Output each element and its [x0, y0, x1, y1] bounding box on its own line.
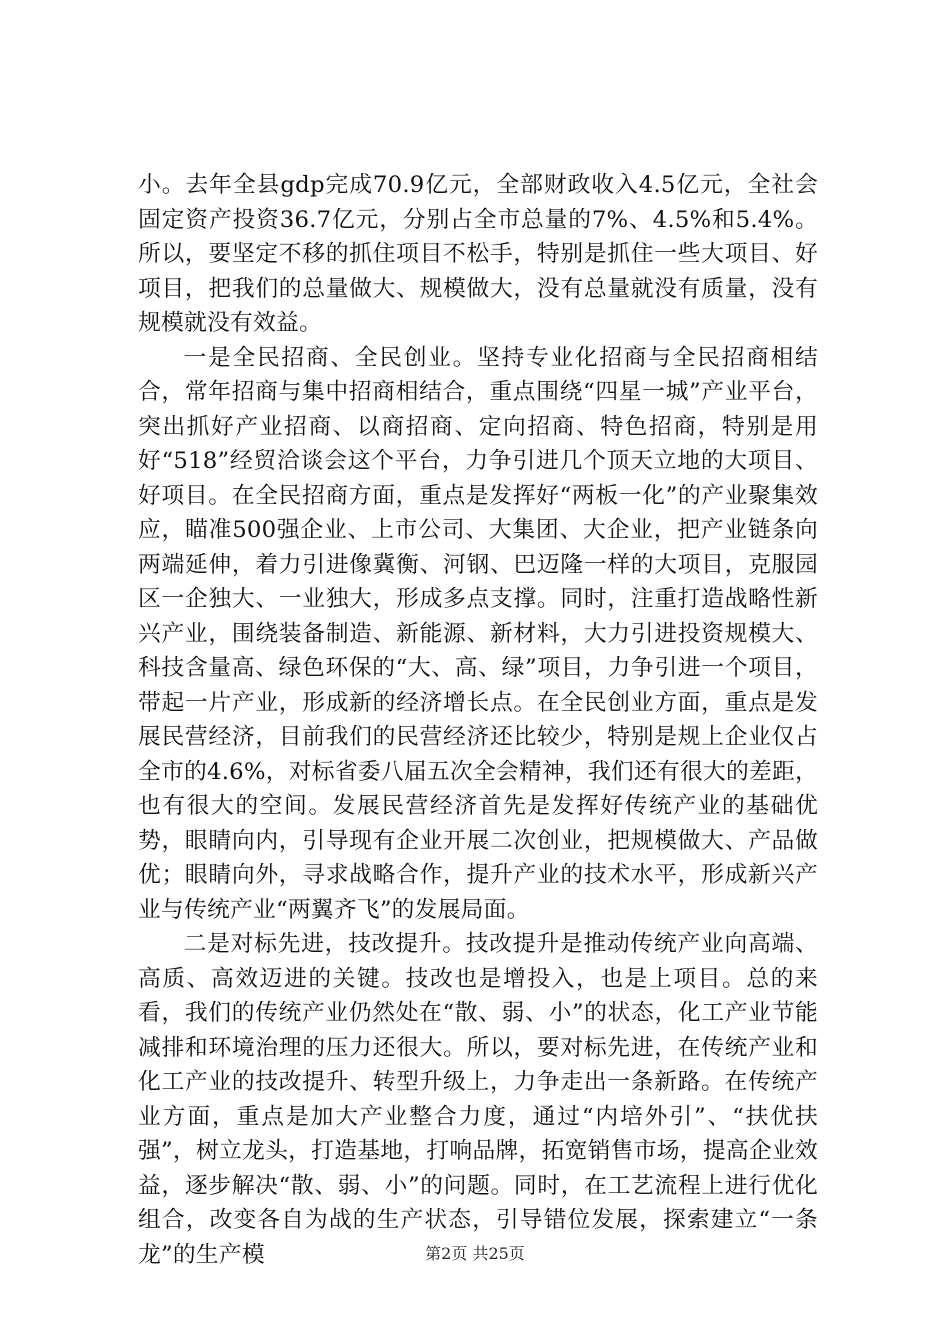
paragraph-technical-upgrade: 二是对标先进，技改提升。技改提升是推动传统产业向高端、高质、高效迈进的关键。技改也是增投入，也是上项目。总的来看，我们的传统产业仍然处在“散、弱、小”的状态，化工产业节能减排和环境治理的压力还很大。所以，要对标先进，在传统产业和化工产业的技改提升、转型升级上，力争走出一条新路。在传统产业方面，重点是加大产业整合力度，通过“内培外引”、“扶优扶强”，树立龙头，打造基地，打响品牌，拓宽销售市场，提高企业效益，逐步解决“散、弱、小”的问题。同时，在工艺流程上进行优化组合，改变各自为战的生产状态，引导错位发展，探索建立“一条龙”的生产模 — [138, 931, 818, 1268]
paragraph-continuation: 小。去年全县gdp完成70.9亿元，全部财政收入4.5亿元，全社会固定资产投资36.7亿元，分别占全市总量的7%、4.5%和5.4%。所以，要坚定不移的抓住项目不松手，特别是抓住一些大项目、好项目，把我们的总量做大、规模做大，没有总量就没有质量，没有规模就没有效益。 — [138, 172, 818, 336]
page-number-footer: 第2页 共25页 — [425, 1244, 525, 1263]
paragraph-investment-attraction: 一是全民招商、全民创业。坚持专业化招商与全民招商相结合，常年招商与集中招商相结合，重点围绕“四星一城”产业平台，突出抓好产业招商、以商招商、定向招商、特色招商，特别是用好“518”经贸洽谈会这个平台，力争引进几个顶天立地的大项目、好项目。在全民招商方面，重点是发挥好“两板一化”的产业聚集效应，瞄准500强企业、上市公司、大集团、大企业，把产业链条向两端延伸，着力引进像冀衡、河钢、巴迈隆一样的大项目，克服园区一企独大、一业独大，形成多点支撑。同时，注重打造战略性新兴产业，围绕装备制造、新能源、新材料，大力引进投资规模大、科技含量高、绿色环保的“大、高、绿”项目，力争引进一个项目，带起一片产业，形成新的经济增长点。在全民创业方面，重点是发展民营经济，目前我们的民营经济还比较少，特别是规上企业仅占全市的4.6%，对标省委八届五次全会精神，我们还有很大的差距，也有很大的空间。发展民营经济首先是发挥好传统产业的基础优势，眼睛向内，引导现有企业开展二次创业，把规模做大、产品做优；眼睛向外，寻求战略合作，提升产业的技术水平，形成新兴产业与传统产业“两翼齐飞”的发展局面。 — [138, 344, 818, 923]
document-body — [138, 168, 818, 1272]
